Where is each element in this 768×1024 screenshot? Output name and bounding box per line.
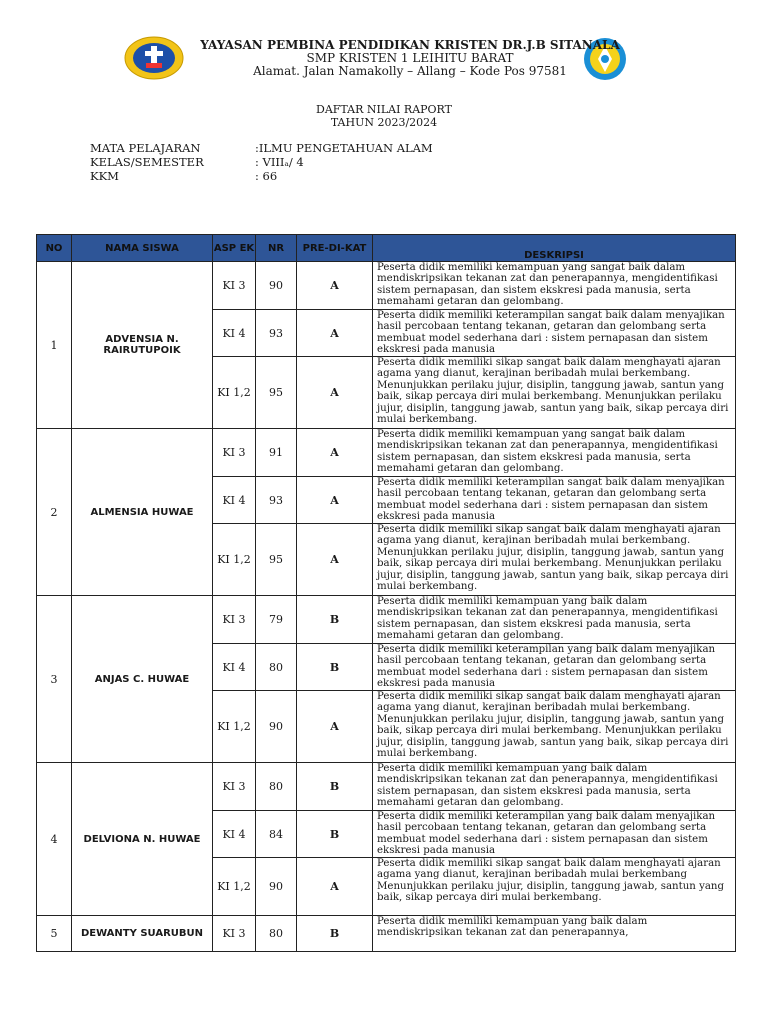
aspect-cell: KI 4 bbox=[213, 477, 256, 524]
score-cell: 90 bbox=[256, 691, 297, 763]
description-cell: Peserta didik memiliki keterampilan sangat baik dalam menyajikan hasil percobaan tentang tekanan, getaran dan gelombang serta membuat model sederhana dari : sistem pernapasan dan sistem ekskresi pada manusia bbox=[373, 310, 736, 357]
score-cell: 90 bbox=[256, 858, 297, 916]
student-name: DELVIONA N. HUWAE bbox=[72, 763, 213, 916]
description-cell: Peserta didik memiliki sikap sangat baik dalam menghayati ajaran agama yang dianut, kerajinan beribadah mulai berkembang. Menunjukkan perilaku jujur, disiplin, tanggung jawab, santun yang baik, sikap percaya diri mulai berkembang. Menunjukkan perilaku jujur, disiplin, tanggung jawab, santun yang baik, sikap percaya diri mulai berkembang. bbox=[373, 357, 736, 429]
predicate-cell: A bbox=[297, 357, 373, 429]
score-cell: 91 bbox=[256, 429, 297, 477]
document-title: DAFTAR NILAI RAPORT bbox=[316, 103, 452, 116]
table-row bbox=[37, 596, 736, 644]
table-header-row bbox=[37, 235, 736, 262]
foundation-name: YAYASAN PEMBINA PENDIDIKAN KRISTEN DR.J.B SITANALA bbox=[200, 38, 620, 52]
aspect-cell: KI 1,2 bbox=[213, 858, 256, 916]
table-row bbox=[37, 916, 736, 952]
description-cell: Peserta didik memiliki sikap sangat baik dalam menghayati ajaran agama yang dianut, kerajinan beribadah mulai berkembang. Menunjukkan perilaku jujur, disiplin, tanggung jawab, santun yang baik, sikap percaya diri mulai berkembang. Menunjukkan perilaku jujur, disiplin, tanggung jawab, santun yang baik, sikap percaya diri mulai berkembang. bbox=[373, 524, 736, 596]
predicate-cell: B bbox=[297, 644, 373, 691]
predicate-cell: A bbox=[297, 524, 373, 596]
score-cell: 79 bbox=[256, 596, 297, 644]
student-name: ALMENSIA HUWAE bbox=[72, 429, 213, 596]
score-cell: 93 bbox=[256, 310, 297, 357]
student-number: 3 bbox=[37, 596, 72, 763]
aspect-cell: KI 1,2 bbox=[213, 691, 256, 763]
col-header-nr: NR bbox=[256, 235, 297, 262]
student-number: 1 bbox=[37, 262, 72, 429]
student-name: DEWANTY SUARUBUN bbox=[72, 916, 213, 952]
description-cell: Peserta didik memiliki kemampuan yang baik dalam mendiskripsikan tekanan zat dan penerapannya, mengidentifikasi sistem pernapasan, dan sistem ekskresi pada manusia, serta memahami getaran dan gelombang. bbox=[373, 596, 736, 644]
student-number: 2 bbox=[37, 429, 72, 596]
aspect-cell: KI 4 bbox=[213, 811, 256, 858]
predicate-cell: B bbox=[297, 763, 373, 811]
school-address: Alamat. Jalan Namakolly – Allang – Kode Pos 97581 bbox=[253, 64, 567, 78]
col-header-no: NO bbox=[37, 235, 72, 262]
col-header-deskripsi: DESKRIPSI bbox=[373, 235, 736, 262]
subject-label: MATA PELAJARAN bbox=[90, 141, 201, 155]
description-cell: Peserta didik memiliki sikap sangat baik dalam menghayati ajaran agama yang dianut, kerajinan beribadah mulai berkembang. Menunjukkan perilaku jujur, disiplin, tanggung jawab, santun yang baik, sikap percaya diri mulai berkembang. Menunjukkan perilaku jujur, disiplin, tanggung jawab, santun yang baik, sikap percaya diri mulai berkembang. bbox=[373, 691, 736, 763]
aspect-cell: KI 3 bbox=[213, 262, 256, 310]
score-cell: 80 bbox=[256, 763, 297, 811]
predicate-cell: A bbox=[297, 262, 373, 310]
predicate-cell: A bbox=[297, 858, 373, 916]
predicate-cell: B bbox=[297, 916, 373, 952]
student-name: ANJAS C. HUWAE bbox=[72, 596, 213, 763]
description-cell: Peserta didik memiliki kemampuan yang sangat baik dalam mendiskripsikan tekanan zat dan penerapannya, mengidentifikasi sistem pernapasan, dan sistem ekskresi pada manusia, serta memahami getaran dan gelombang. bbox=[373, 262, 736, 310]
score-cell: 84 bbox=[256, 811, 297, 858]
subject-value: :ILMU PENGETAHUAN ALAM bbox=[255, 141, 433, 155]
col-header-name: NAMA SISWA bbox=[72, 235, 213, 262]
grades-table bbox=[36, 234, 736, 952]
student-number: 5 bbox=[37, 916, 72, 952]
description-cell: Peserta didik memiliki keterampilan yang baik dalam menyajikan hasil percobaan tentang tekanan, getaran dan gelombang serta membuat model sederhana dari : sistem pernapasan dan sistem ekskresi pada manusia bbox=[373, 644, 736, 691]
score-cell: 90 bbox=[256, 262, 297, 310]
aspect-cell: KI 3 bbox=[213, 916, 256, 952]
predicate-cell: A bbox=[297, 429, 373, 477]
description-cell: Peserta didik memiliki kemampuan yang sangat baik dalam mendiskripsikan tekanan zat dan penerapannya, mengidentifikasi sistem pernapasan, dan sistem ekskresi pada manusia, serta memahami getaran dan gelombang. bbox=[373, 429, 736, 477]
student-name: ADVENSIA N. RAIRUTUPOIK bbox=[72, 262, 213, 429]
col-header-predikat: PRE-DI-KAT bbox=[297, 235, 373, 262]
kkm-value: : 66 bbox=[255, 169, 278, 183]
aspect-cell: KI 1,2 bbox=[213, 524, 256, 596]
score-cell: 80 bbox=[256, 916, 297, 952]
predicate-cell: A bbox=[297, 310, 373, 357]
student-number: 4 bbox=[37, 763, 72, 916]
class-label: KELAS/SEMESTER bbox=[90, 155, 204, 169]
aspect-cell: KI 3 bbox=[213, 596, 256, 644]
description-cell: Peserta didik memiliki kemampuan yang baik dalam mendiskripsikan tekanan zat dan penerapannya, mengidentifikasi sistem pernapasan, dan sistem ekskresi pada manusia, serta memahami getaran dan gelombang. bbox=[373, 763, 736, 811]
description-cell: Peserta didik memiliki kemampuan yang baik dalam mendiskripsikan tekanan zat dan penerapannya, bbox=[373, 916, 736, 952]
predicate-cell: A bbox=[297, 691, 373, 763]
table-row bbox=[37, 262, 736, 310]
aspect-cell: KI 3 bbox=[213, 429, 256, 477]
predicate-cell: A bbox=[297, 477, 373, 524]
predicate-cell: B bbox=[297, 596, 373, 644]
school-name: SMP KRISTEN 1 LEIHITU BARAT bbox=[306, 51, 514, 65]
table-row bbox=[37, 763, 736, 811]
score-cell: 95 bbox=[256, 357, 297, 429]
aspect-cell: KI 3 bbox=[213, 763, 256, 811]
academic-year: TAHUN 2023/2024 bbox=[330, 116, 438, 129]
col-header-aspek: ASP EK bbox=[213, 235, 256, 262]
table-body bbox=[37, 262, 736, 952]
table-row bbox=[37, 429, 736, 477]
description-cell: Peserta didik memiliki sikap sangat baik dalam menghayati ajaran agama yang dianut, kerajinan beribadah mulai berkembang Menunjukkan perilaku jujur, disiplin, tanggung jawab, santun yang baik, sikap percaya diri mulai berkembang. bbox=[373, 858, 736, 916]
predicate-cell: B bbox=[297, 811, 373, 858]
aspect-cell: KI 4 bbox=[213, 310, 256, 357]
description-cell: Peserta didik memiliki keterampilan yang baik dalam menyajikan hasil percobaan tentang tekanan, getaran dan gelombang serta membuat model sederhana dari : sistem pernapasan dan sistem ekskresi pada manusia bbox=[373, 811, 736, 858]
class-value: : VIIIₐ/ 4 bbox=[255, 155, 304, 169]
description-cell: Peserta didik memiliki keterampilan sangat baik dalam menyajikan hasil percobaan tentang tekanan, getaran dan gelombang serta membuat model sederhana dari : sistem pernapasan dan sistem ekskresi pada manusia bbox=[373, 477, 736, 524]
kkm-label: KKM bbox=[90, 169, 119, 183]
score-cell: 93 bbox=[256, 477, 297, 524]
score-cell: 95 bbox=[256, 524, 297, 596]
aspect-cell: KI 4 bbox=[213, 644, 256, 691]
aspect-cell: KI 1,2 bbox=[213, 357, 256, 429]
score-cell: 80 bbox=[256, 644, 297, 691]
